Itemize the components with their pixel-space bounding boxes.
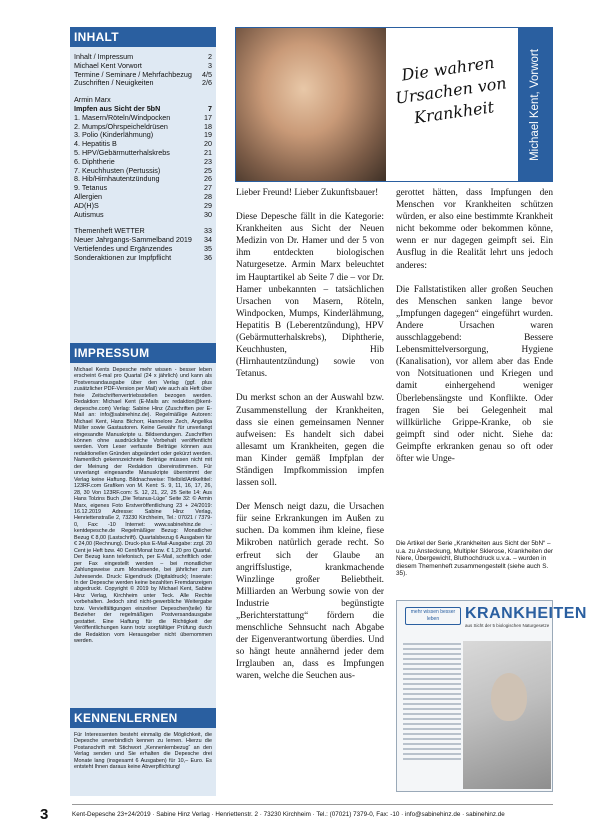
toc-item[interactable]: 8. Hib/Hirnhautentzündung 26 <box>74 174 212 184</box>
impressum-heading: IMPRESSUM <box>70 343 216 363</box>
impressum-section <box>70 343 216 644</box>
paragraph: Die Fallstatistiken aller großen Seuchen des Menschen sanken lange bevor „Impfungen dagegen“ eingeführt wurden. Andere Ursachen waren ausschlaggebend: Bessere Lebensmittelversorgung, Hygiene (Kanalisation), vor allem aber das Ende von Notsituationen und Kriegen und damit einhergehend weniger Überlebensängste und Konflikte. Oder fragen Sie bei Gelegenheit mal willkürliche Grippe-Kranke, ob sie geimpft sind oder nicht. Siehe da: Geimpfte erkranken genau so oft oder öfter wie Unge- <box>396 284 553 464</box>
paragraph: Diese Depesche fällt in die Kategorie: Krankheiten aus Sicht der Neuen Medizin von Dr. Hamer und der 5 von ihm entdeckten biologischen Naturgesetze. Armin Marx beleuchtet im Hauptartikel ab Seite 7 die – vor Dr. Hamer unbekannten – tatsächlichen Ursachen von Masern, Röteln, Windpocken, Mumps, Kinderlähmung, Hepatitis B (Leberentzündung), HPV (Gebärmutterhalskrebs), Diphtherie, Keuchhusten, Hib (Hirnhautentzündung) sowie von Tetanus. <box>236 212 384 380</box>
article-column-1 <box>236 187 384 695</box>
inhalt-heading: INHALT <box>70 27 216 47</box>
toc-item[interactable]: Termine / Seminare / Mehrfachbezug 4/5 <box>74 69 212 79</box>
article-column-2 <box>396 187 553 477</box>
toc-item[interactable]: 5. HPV/Gebärmutterhalskrebs 21 <box>74 147 212 157</box>
toc-author: Armin Marx <box>74 95 111 105</box>
author-photo <box>236 28 386 181</box>
paragraph: Du merkst schon an der Auswahl bzw. Zusammenstellung der Krankheiten, dass sie einen gemeinsamen Nenner aufweisen: Es handelt sich dabei allesamt um Krankheiten, gegen die man Kinder gemäß Impfplan der Ständigen Impfkommission impfen lassen soll. <box>236 393 384 489</box>
vertical-band <box>518 28 552 181</box>
toc-item[interactable]: Sonderaktionen zur Impfpflicht 36 <box>74 252 212 262</box>
cover-photo <box>463 641 551 789</box>
footer-rule <box>72 804 553 805</box>
cover-text-lines <box>403 643 461 763</box>
kennenlernen-heading: KENNENLERNEN <box>70 708 216 728</box>
paragraph: Der Mensch neigt dazu, die Ursachen für seine Erkrankungen im Außen zu suchen. Da kommen ihm kleine, fiese Mikroben natürlich gerade recht. So erfreut sich der Glaube an angriffslustige, krankmachende Winzlinge großer Beliebtheit. Milliarden an Werbung sowie von der Industrie begünstigte „Berichterstattung“ fördern die menschliche Sehnsucht nach Abgabe der Eigenverantwortung überdies. Und so hängt heute annähernd jeder dem Irrglauben an, dass es Impfungen waren, welche die Seuchen aus- <box>236 502 384 682</box>
paragraph: Lieber Freund! Lieber Zukunftsbauer! <box>236 188 379 198</box>
table-of-contents <box>70 47 216 263</box>
toc-item[interactable]: Themenheft WETTER 33 <box>74 226 212 236</box>
toc-item[interactable]: Inhalt / Impressum 2 <box>74 52 212 61</box>
toc-item[interactable]: 3. Polio (Kinderlähmung) 19 <box>74 130 212 140</box>
kennenlernen-text: Für Interessenten besteht einmalig die Möglichkeit, die Depesche unverbindlich kennen zu lernen. Hierzu die Postanschrift mit Stichwort „Kennenlernbezug“ an den Verlag senden und Sie erhalten die Depesche drei Monate lang (insgesamt 6 Ausgaben) für 10,– Euro. Es entsteht Ihnen daraus keine Abverpflichtung! <box>74 732 212 771</box>
toc-item[interactable]: 1. Masern/Röteln/Windpocken 17 <box>74 112 212 122</box>
toc-item[interactable]: AD(H)S 29 <box>74 200 212 210</box>
kennenlernen-section <box>70 708 216 771</box>
footer-text: Kent-Depesche 23+24/2019 · Sabine Hinz Verlag · Henriettenstr. 2 · 73230 Kirchheim · Tel.: (07021) 7379-0, Fax: -10 · info@sabinehinz.de · sabinehinz.de <box>72 811 505 818</box>
toc-item[interactable]: Vertiefendes und Ergänzendes 35 <box>74 243 212 253</box>
toc-item[interactable]: Michael Kent Vorwort 3 <box>74 60 212 70</box>
paragraph: gerottet hätten, dass Impfungen den Menschen vor Krankheiten schützen würden, er also eine bestimmte Krankheit nicht bekomme oder bekommen könne, wenn er nur dagegen geimpft sei. Ein Ausflug in die Realität lehrt uns jedoch anderes: <box>396 188 553 271</box>
toc-item[interactable]: Neuer Jahrgangs-Sammelband 2019 34 <box>74 235 212 245</box>
toc-article-title[interactable]: Impfen aus Sicht der 5bN 7 <box>74 103 212 113</box>
toc-item[interactable]: 9. Tetanus 27 <box>74 183 212 193</box>
sidebar <box>70 27 216 796</box>
toc-item[interactable]: Allergien 28 <box>74 191 212 201</box>
page-footer <box>0 806 595 826</box>
toc-item[interactable]: 2. Mumps/Ohrspeicheldrüsen 18 <box>74 121 212 131</box>
toc-item[interactable]: Zuschriften / Neuigkeiten 2/6 <box>74 78 212 88</box>
vertical-label: Michael Kent, Vorwort <box>529 48 541 161</box>
hero-banner <box>235 27 553 182</box>
toc-item[interactable]: 7. Keuchhusten (Pertussis) 25 <box>74 165 212 175</box>
toc-item[interactable]: Autismus 30 <box>74 209 212 219</box>
page-number: 3 <box>40 806 49 823</box>
toc-item[interactable]: 6. Diphtherie 23 <box>74 156 212 166</box>
cover-image <box>396 600 587 792</box>
script-title: Die wahren Ursachen von Krankheit <box>394 52 508 128</box>
impressum-text: Michael Kents Depesche mehr wissen - besser leben erscheint 6-mal pro Quartal (24 x jährlich) und kann als Postversandausgabe über den Verlag (ggf. plus zusätzlicher PDF-Version per Mail) wie auch als Heft über freie Zeitschriftenvertriebsstellen bezogen werden. Redaktion: Michael Kent (E-Mails an: redaktion@kent-depesche.com) Verlag: Sabine Hinz (Zuschriften per E-Mail an: info@sabinehinz.de). Regelmäßige Autoren: Michael Kent, Hans Bichorr, Hannelore Zech, Angelika Müller sowie Gastautoren. Keine Gewähr für unverlangt eingesandte Manuskripte u. Bildsendungen. Zuschriften können ohne ausdrückliche Vorbehalt veröffentlicht werden. Vom Leser verfasste Beiträge können aus redaktionellen Gründen abgeändert oder gekürzt werden. Namentlich gekennzeichnete Beiträge müssen nicht mit der Meinung der Redaktion übereinstimmen. Für unverlangt eingesandte Manuskripte übernimmt der Verlag keine Haftung. Bildnachweise: Titelbild/Artikeltitel: 123RF.com Grafiken von M. Kent: S. 9, 11, 16, 17, 26, 28, 30 Von 123RF.com: S. 12, 21, 22, 25 Seite 14: Aus Hans Tolzins Buch „Die Tetanus-Lüge“ Seite 32: © Armin Marx, eigenes Foto Erstveröffentlichung 23 + 24/2019: 16.12.2019 Adresse: Sabine Hinz Verlag, Henriettenstraße 2, 73230 Kirchheim, Tel.: 07021 / 7379-0, Fax: -10 Internet: www.sabinehinz.de · kentdepesche.de Regelmäßiger Bezug: Monatlicher Bezug € 8,00 (Lastschrift). Quartalsbezug 6 Ausgaben für € 24,00 (Rechnung). Druck-plus E-Mail-Ausgabe: zzgl. 20 Cent je Heft bzw. 40 Cent/Monat bzw. € 1,20 pro Quartal. Der Bezug kann telefonisch, per E-Mail, schriftlich oder per Fax eingestellt werden – bei monatlicher Zahlungsweise zum Monatsende, bei jährlicher zum Jahresende. Druck: Eigendruck (Digitaldruck); Inserate: In der Depesche werden keine bezahlten Fremdanzeigen abgedruckt. Copyright © 2019 by Michael Kent, Sabine Hinz Verlag, Kirchheim unter Teck. Alle Rechte vorbehalten. Jedoch sind nicht-gewerbliche Weitergabe bzw. Vervielfältigungen einzelner Depeschen(teile) für Bezieher der regelmäßigen Postversandausgabe gestattet. Eine Haftung für die Richtigkeit der Veröffentlichungen kann trotz sorgfältiger Prüfung durch die Redaktion vom Herausgeber nicht übernommen werden. <box>74 367 212 645</box>
cover-caption: Die Artikel der Serie „Krankheiten aus Sicht der 5bN“ – u.a. zu Ansteckung, Multipler Sklerose, Krankheiten der Niere, Übergewicht, Bluthochdruck u.v.a. – wurden in diesem Themenheft zusammengestellt (siehe auch S. 35). <box>396 540 554 577</box>
toc-item[interactable]: 4. Hepatitis B 20 <box>74 139 212 149</box>
cover-title: KRANKHEITEN <box>465 605 587 622</box>
cover-subtitle: aus Sicht der 5 biologischen Naturgesetze <box>465 623 550 628</box>
cover-logo: mehr wissen besser leben <box>405 607 461 625</box>
